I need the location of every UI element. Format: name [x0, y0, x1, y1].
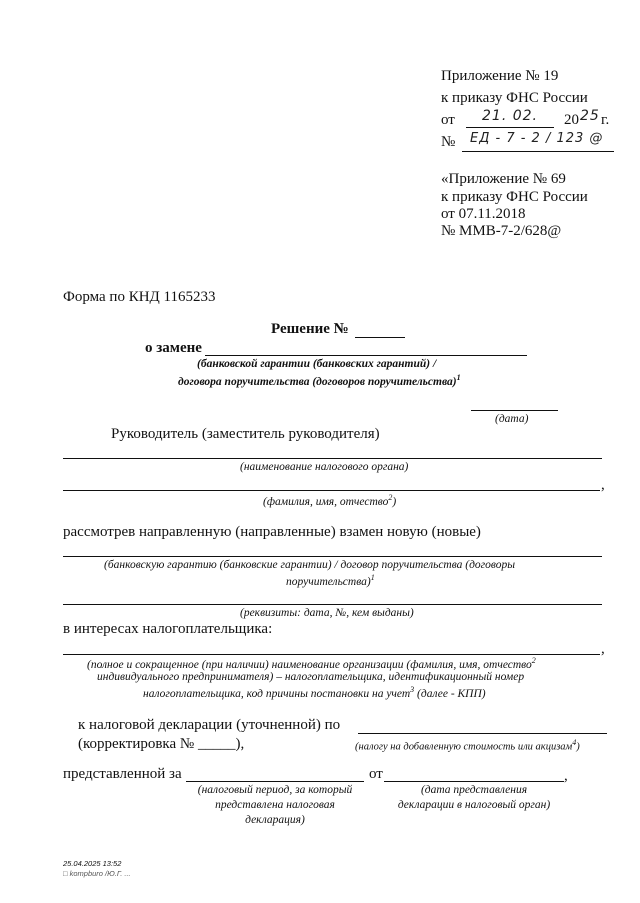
- number-line: [462, 151, 614, 152]
- tax-authority-caption: (наименование налогового органа): [240, 461, 409, 473]
- from-text: от: [369, 766, 383, 782]
- fio-caption-sup: 2: [388, 493, 393, 502]
- appendix-number: Приложение № 19: [441, 68, 559, 84]
- decision-number-line: [355, 337, 405, 338]
- guarantee-caption-sup: 1: [370, 573, 375, 582]
- subtitle-line2-text: договора поручительства (договоров поручительства): [178, 375, 457, 388]
- requisites-line: [63, 604, 602, 605]
- in-interest-text: в интересах налогоплательщика:: [63, 621, 273, 637]
- decision-title: [271, 321, 349, 338]
- subtitle-line2-sup: 1: [456, 373, 461, 382]
- number-prefix: №: [441, 134, 456, 150]
- org-caption-line3-text: налогоплательщика, код причины постановки на учет: [143, 687, 411, 700]
- period-caption-line2: представлена налоговая: [215, 799, 335, 811]
- reviewed-text: рассмотрев направленную (направленные) взамен новую (новые): [63, 524, 481, 540]
- date-prefix: от: [441, 112, 455, 128]
- declaration-text: к налоговой декларации (уточненной) по: [78, 717, 341, 733]
- org-caption-line2: индивидуального предпринимателя) – налогоплательщика, идентификационный номер: [97, 671, 525, 683]
- declaration-line: [358, 733, 607, 734]
- fio-line: [63, 490, 600, 491]
- org-caption-line1-text: (полное и сокращенное (при наличии) наименование организации (фамилия, имя, отчество: [87, 658, 532, 671]
- appendix2-line2: к приказу ФНС России: [441, 189, 588, 205]
- period-line: [186, 781, 364, 782]
- taxpayer-comma: ,: [601, 641, 605, 657]
- form-code: Форма по КНД 1165233: [63, 289, 216, 305]
- subtitle-line1: (банковской гарантии (банковских гарантий) /: [197, 358, 437, 370]
- requisites-caption: (реквизиты: дата, №, кем выданы): [240, 607, 414, 619]
- number-handwritten: ЕД - 7 - 2 / 123 @: [470, 131, 604, 146]
- replace-label: о замене: [145, 340, 202, 356]
- footer-source-text: kompburo /Ю.Г. ...: [69, 869, 131, 878]
- year-suffix: г.: [601, 112, 610, 128]
- taxpayer-line: [63, 654, 600, 655]
- tax-type-caption: [355, 738, 580, 753]
- date-field-line: [471, 410, 558, 411]
- submission-comma: ,: [564, 768, 568, 784]
- order-reference: к приказу ФНС России: [441, 90, 588, 106]
- org-caption-line3-sup: 3: [410, 685, 415, 694]
- replace-line: [205, 355, 527, 356]
- date-caption: (дата): [495, 413, 529, 425]
- tax-type-caption-text: (налогу на добавленную стоимость или акцизам: [355, 741, 573, 753]
- org-caption-line3-end: (далее - КПП): [417, 687, 486, 700]
- year-handwritten: 25: [580, 108, 600, 124]
- head-label: Руководитель (заместитель руководителя): [111, 426, 380, 442]
- date-handwritten: 21. 02.: [482, 108, 538, 124]
- tax-type-sup: 4: [572, 738, 577, 747]
- guarantee-caption-line2-text: поручительства): [286, 575, 371, 588]
- footer-timestamp: 25.04.2025 13:52: [63, 859, 122, 868]
- correction-text: (корректировка № _____),: [78, 736, 245, 752]
- guarantee-line: [63, 556, 602, 557]
- footer-source: [63, 869, 131, 878]
- decision-label: Решение №: [271, 321, 349, 337]
- tax-type-end: ): [576, 741, 580, 753]
- fio-caption: [263, 493, 396, 508]
- fio-comma: ,: [601, 477, 605, 493]
- period-caption-line1: (налоговый период, за который: [197, 784, 353, 796]
- submitted-text: представленной за: [63, 766, 182, 782]
- org-caption-line3: [143, 685, 486, 700]
- date-line: [466, 127, 554, 128]
- appendix2-line3: от 07.11.2018: [441, 206, 526, 222]
- submission-date-line: [384, 781, 564, 782]
- fio-caption-end: ): [392, 495, 397, 508]
- org-caption-line1: [87, 656, 536, 671]
- submission-caption-line1: (дата представления: [420, 784, 528, 796]
- guarantee-caption-line2: [286, 573, 375, 588]
- submission-caption-line2: декларации в налоговый орган): [397, 799, 551, 811]
- appendix2-line1: «Приложение № 69: [441, 171, 566, 187]
- guarantee-caption-line1: (банковскую гарантию (банковские гарантии) / договор поручительства (договоры: [104, 559, 516, 571]
- tax-authority-line: [63, 458, 602, 459]
- period-caption-line3: декларация): [245, 814, 305, 826]
- footer-icon: □: [63, 869, 68, 878]
- appendix2-line4: № ММВ-7-2/628@: [441, 223, 562, 239]
- subtitle-line2: [178, 373, 461, 388]
- year-prefix: 20: [564, 112, 579, 128]
- fio-caption-text: (фамилия, имя, отчество: [263, 495, 389, 508]
- org-caption-line1-sup: 2: [531, 656, 536, 665]
